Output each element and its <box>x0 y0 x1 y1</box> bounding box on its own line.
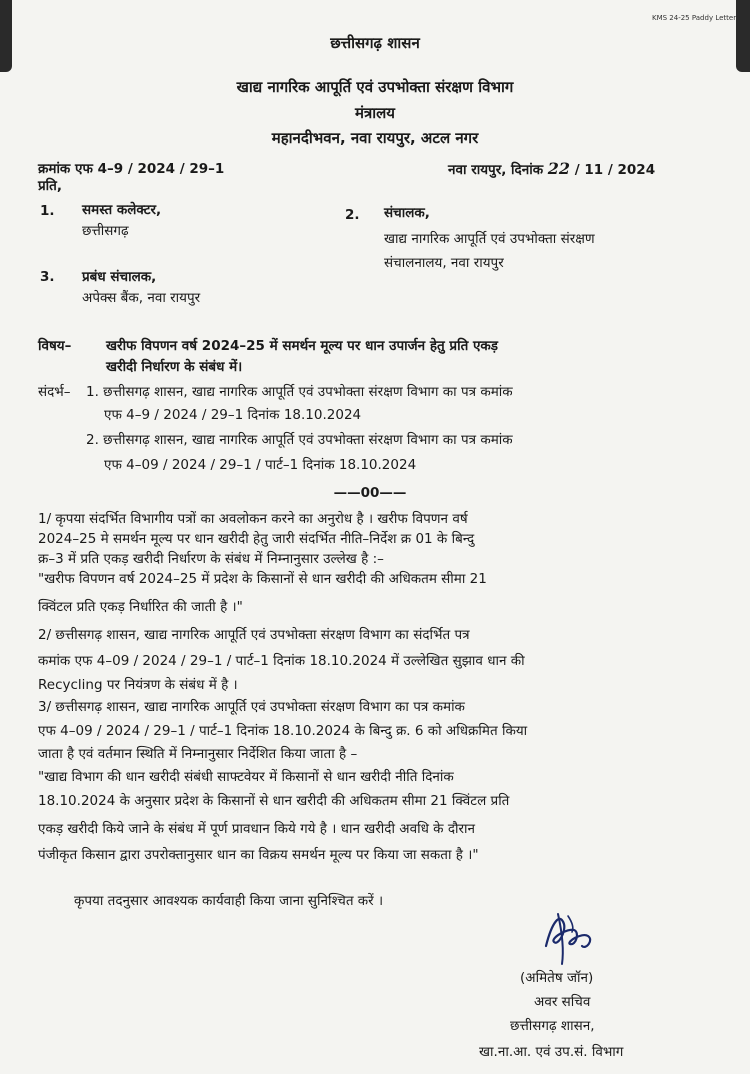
date-rest: / 11 / 2024 <box>574 162 656 178</box>
recipient-3-place: अपेक्स बैंक, नवा रायपुर <box>82 290 201 306</box>
reference-number: क्रमांक एफ 4–9 / 2024 / 29–1 <box>38 161 225 177</box>
handwritten-signature <box>538 902 608 972</box>
para-2-line-1: 2/ छत्तीसगढ़ शासन, खाद्य नागरिक आपूर्ति एवं उपभोक्ता संरक्षण विभाग का संदर्भित पत्र <box>38 627 470 643</box>
reference-2-line-2: एफ 4–09 / 2024 / 29–1 / पार्ट–1 दिनांक 18.10.2024 <box>104 457 417 473</box>
para-3-line-3: जाता है एवं वर्तमान स्थिति में निम्नानुसार निर्देशित किया जाता है – <box>38 746 358 762</box>
date-day: 22 <box>547 159 571 178</box>
date-line <box>448 160 655 179</box>
closing-line: कृपया तदनुसार आवश्यक कार्यवाही किया जाना सुनिश्चित करें । <box>74 893 384 909</box>
subject-label: विषय– <box>38 338 72 354</box>
recipient-2-line2: खाद्य नागरिक आपूर्ति एवं उपभोक्ता संरक्षण <box>384 231 595 247</box>
prati: प्रति, <box>38 178 63 194</box>
header-department: खाद्य नागरिक आपूर्ति एवं उपभोक्ता संरक्षण विभाग <box>236 78 514 96</box>
recipient-2-line3: संचालनालय, नवा रायपुर <box>384 255 504 271</box>
subject-line-2: खरीदी निर्धारण के संबंध में। <box>106 359 243 375</box>
recipient-3-title: प्रबंध संचालक, <box>82 269 157 285</box>
recipient-3-num: 3. <box>40 269 55 285</box>
reference-1-line-2: एफ 4–9 / 2024 / 29–1 दिनांक 18.10.2024 <box>104 407 362 423</box>
para-2-line-2: कमांक एफ 4–09 / 2024 / 29–1 / पार्ट–1 दिनांक 18.10.2024 में उल्लेखित सुझाव धान की <box>38 653 525 669</box>
para-1-line-5: क्विंटल प्रति एकड़ निर्धारित की जाती है ।" <box>38 599 243 615</box>
signatory-name: (अमितेष जॉन) <box>520 970 594 986</box>
para-3-line-4: "खाद्य विभाग की धान खरीदी संबंधी साफ्टवेयर में किसानों से धान खरीदी नीति दिनांक <box>38 769 454 785</box>
references-label: संदर्भ– <box>38 384 71 400</box>
recipient-1-num: 1. <box>40 203 55 219</box>
para-3-line-1: 3/ छत्तीसगढ़ शासन, खाद्य नागरिक आपूर्ति एवं उपभोक्ता संरक्षण विभाग का पत्र कमांक <box>38 699 465 715</box>
header-mantralaya: मंत्रालय <box>354 104 395 122</box>
reference-1-line-1: 1. छत्तीसगढ़ शासन, खाद्य नागरिक आपूर्ति एवं उपभोक्ता संरक्षण विभाग का पत्र कमांक <box>86 384 513 400</box>
recipient-2-title: संचालक, <box>384 205 430 221</box>
para-3-line-6: एकड़ खरीदी किये जाने के संबंध में पूर्ण प्रावधान किये गये है । धान खरीदी अवधि के दौरान <box>38 821 476 837</box>
recipient-2-num: 2. <box>345 207 360 223</box>
subject-line-1: खरीफ विपणन वर्ष 2024–25 में समर्थन मूल्य पर धान उपार्जन हेतु प्रति एकड़ <box>106 338 499 354</box>
reference-2-line-1: 2. छत्तीसगढ़ शासन, खाद्य नागरिक आपूर्ति एवं उपभोक्ता संरक्षण विभाग का पत्र कमांक <box>86 432 513 448</box>
signatory-designation: अवर सचिव <box>534 994 591 1010</box>
recipient-1-title: समस्त कलेक्टर, <box>82 202 162 218</box>
separator: ——00—— <box>333 485 407 501</box>
para-1-line-2: 2024–25 मे समर्थन मूल्य पर धान खरीदी हेतु जारी संदर्भित नीति–निर्देश क्र 01 के बिन्दु <box>38 531 475 547</box>
corner-code: KMS 24-25 Paddy Letter <box>652 14 737 22</box>
signatory-org: छत्तीसगढ़ शासन, <box>510 1018 595 1034</box>
para-3-line-2: एफ 4–09 / 2024 / 29–1 / पार्ट–1 दिनांक 18.10.2024 के बिन्दु क्र. 6 को अधिक्रमित किया <box>38 723 528 739</box>
para-2-line-3: Recycling पर नियंत्रण के संबंध में है । <box>38 677 238 693</box>
para-3-line-7: पंजीकृत किसान द्वारा उपरोक्तानुसार धान का विक्रय समर्थन मूल्य पर किया जा सकता है ।" <box>38 847 479 863</box>
para-1-line-4: "खरीफ विपणन वर्ष 2024–25 में प्रदेश के किसानों से धान खरीदी की अधिकतम सीमा 21 <box>38 571 487 587</box>
date-label: नवा रायपुर, दिनांक <box>448 162 544 178</box>
header-govt: छत्तीसगढ़ शासन <box>330 34 420 52</box>
header-address: महानदीभवन, नवा रायपुर, अटल नगर <box>271 129 479 147</box>
recipient-1-place: छत्तीसगढ़ <box>82 223 129 239</box>
signatory-dept: खा.ना.आ. एवं उप.सं. विभाग <box>479 1044 624 1060</box>
para-1-line-3: क्र–3 में प्रति एकड़ खरीदी निर्धारण के संबंध में निम्नानुसार उल्लेख है :– <box>38 551 384 567</box>
para-3-line-5: 18.10.2024 के अनुसार प्रदेश के किसानों से धान खरीदी की अधिकतम सीमा 21 क्विंटल प्रति <box>38 793 510 809</box>
para-1-line-1: 1/ कृपया संदर्भित विभागीय पत्रों का अवलोकन करने का अनुरोध है । खरीफ विपणन वर्ष <box>38 511 468 527</box>
